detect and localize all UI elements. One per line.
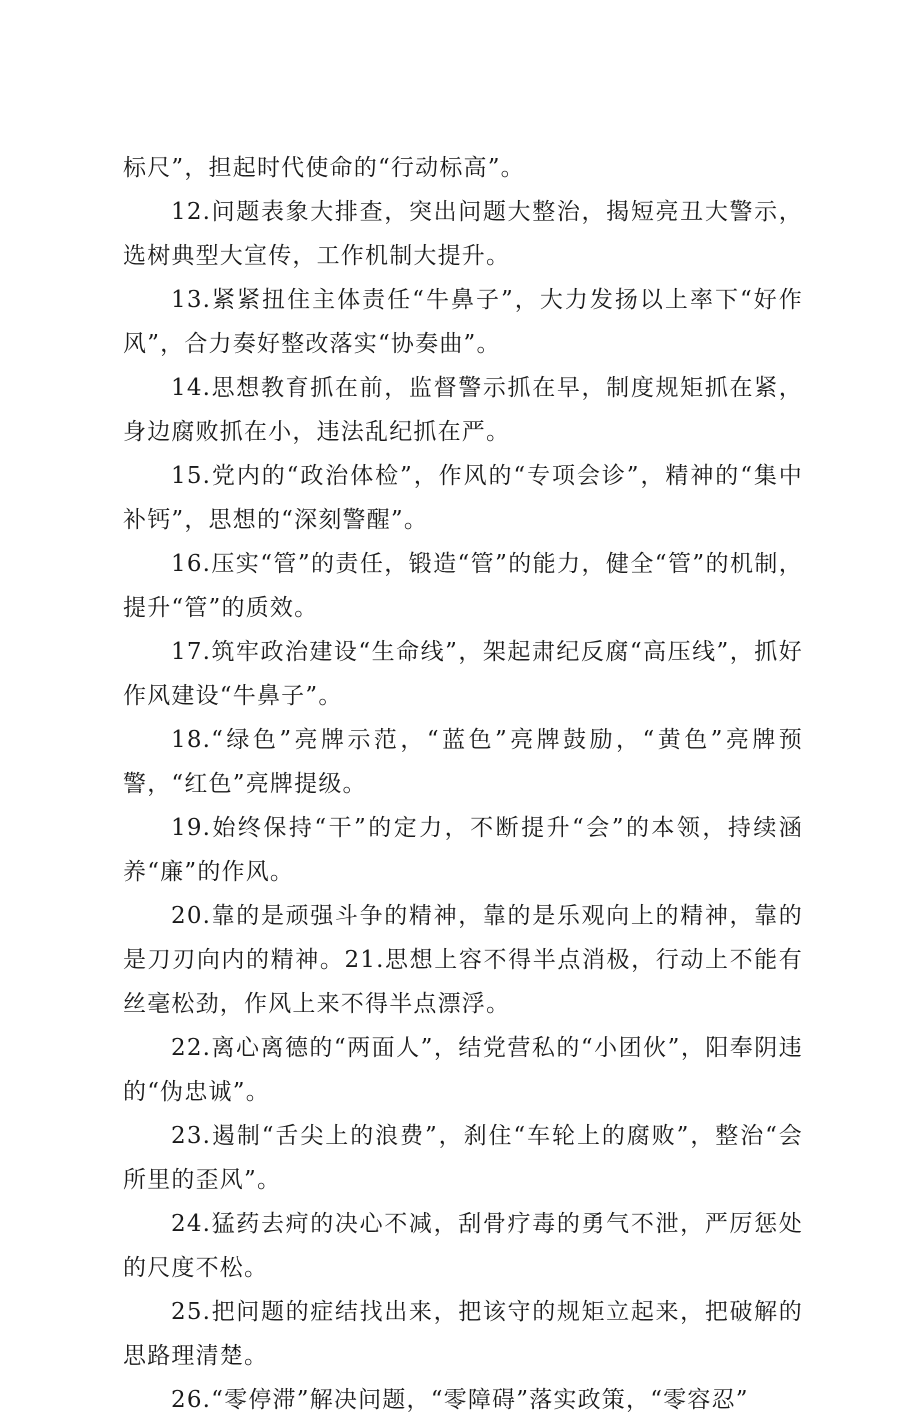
- paragraph-item-15: 15.党内的“政治体检”，作风的“专项会诊”，精神的“集中补钙”，思想的“深刻警醒”。: [123, 463, 803, 533]
- paragraph-item-14: 14.思想教育抓在前，监督警示抓在早，制度规矩抓在紧，身边腐败抓在小，违法乱纪抓在严。: [123, 375, 803, 445]
- paragraph-item-18: 18.“绿色”亮牌示范，“蓝色”亮牌鼓励，“黄色”亮牌预警，“红色”亮牌提级。: [123, 727, 803, 797]
- paragraph-item-22: 22.离心离德的“两面人”，结党营私的“小团伙”，阳奉阴违的“伪忠诚”。: [123, 1035, 803, 1105]
- paragraph-item-23: 23.遏制“舌尖上的浪费”，刹住“车轮上的腐败”，整治“会所里的歪风”。: [123, 1123, 803, 1193]
- paragraph-item-25: 25.把问题的症结找出来，把该守的规矩立起来，把破解的思路理清楚。: [123, 1299, 803, 1369]
- paragraph-item-24: 24.猛药去疴的决心不减，刮骨疗毒的勇气不泄，严厉惩处的尺度不松。: [123, 1211, 803, 1281]
- paragraph-item-17: 17.筑牢政治建设“生命线”，架起肃纪反腐“高压线”，抓好作风建设“牛鼻子”。: [123, 639, 803, 709]
- paragraph-item-19: 19.始终保持“干”的定力，不断提升“会”的本领，持续涵养“廉”的作风。: [123, 815, 803, 885]
- document-body: [123, 146, 803, 1422]
- paragraph-item-16: 16.压实“管”的责任，锻造“管”的能力，健全“管”的机制，提升“管”的质效。: [123, 551, 803, 621]
- paragraph-item-12: 12.问题表象大排查，突出问题大整治，揭短亮丑大警示，选树典型大宣传，工作机制大提升。: [123, 199, 803, 269]
- paragraph-item-26: 26.“零停滞”解决问题，“零障碍”落实政策，“零容忍”: [171, 1387, 749, 1413]
- paragraph-item-13: 13.紧紧扭住主体责任“牛鼻子”，大力发扬以上率下“好作风”，合力奏好整改落实“协奏曲”。: [123, 287, 803, 357]
- paragraph-item-20-21: 20.靠的是顽强斗争的精神，靠的是乐观向上的精神，靠的是刀刃向内的精神。21.思想上容不得半点消极，行动上不能有丝毫松劲，作风上来不得半点漂浮。: [123, 903, 803, 1017]
- paragraph-continuation: 标尺”，担起时代使命的“行动标高”。: [123, 155, 525, 181]
